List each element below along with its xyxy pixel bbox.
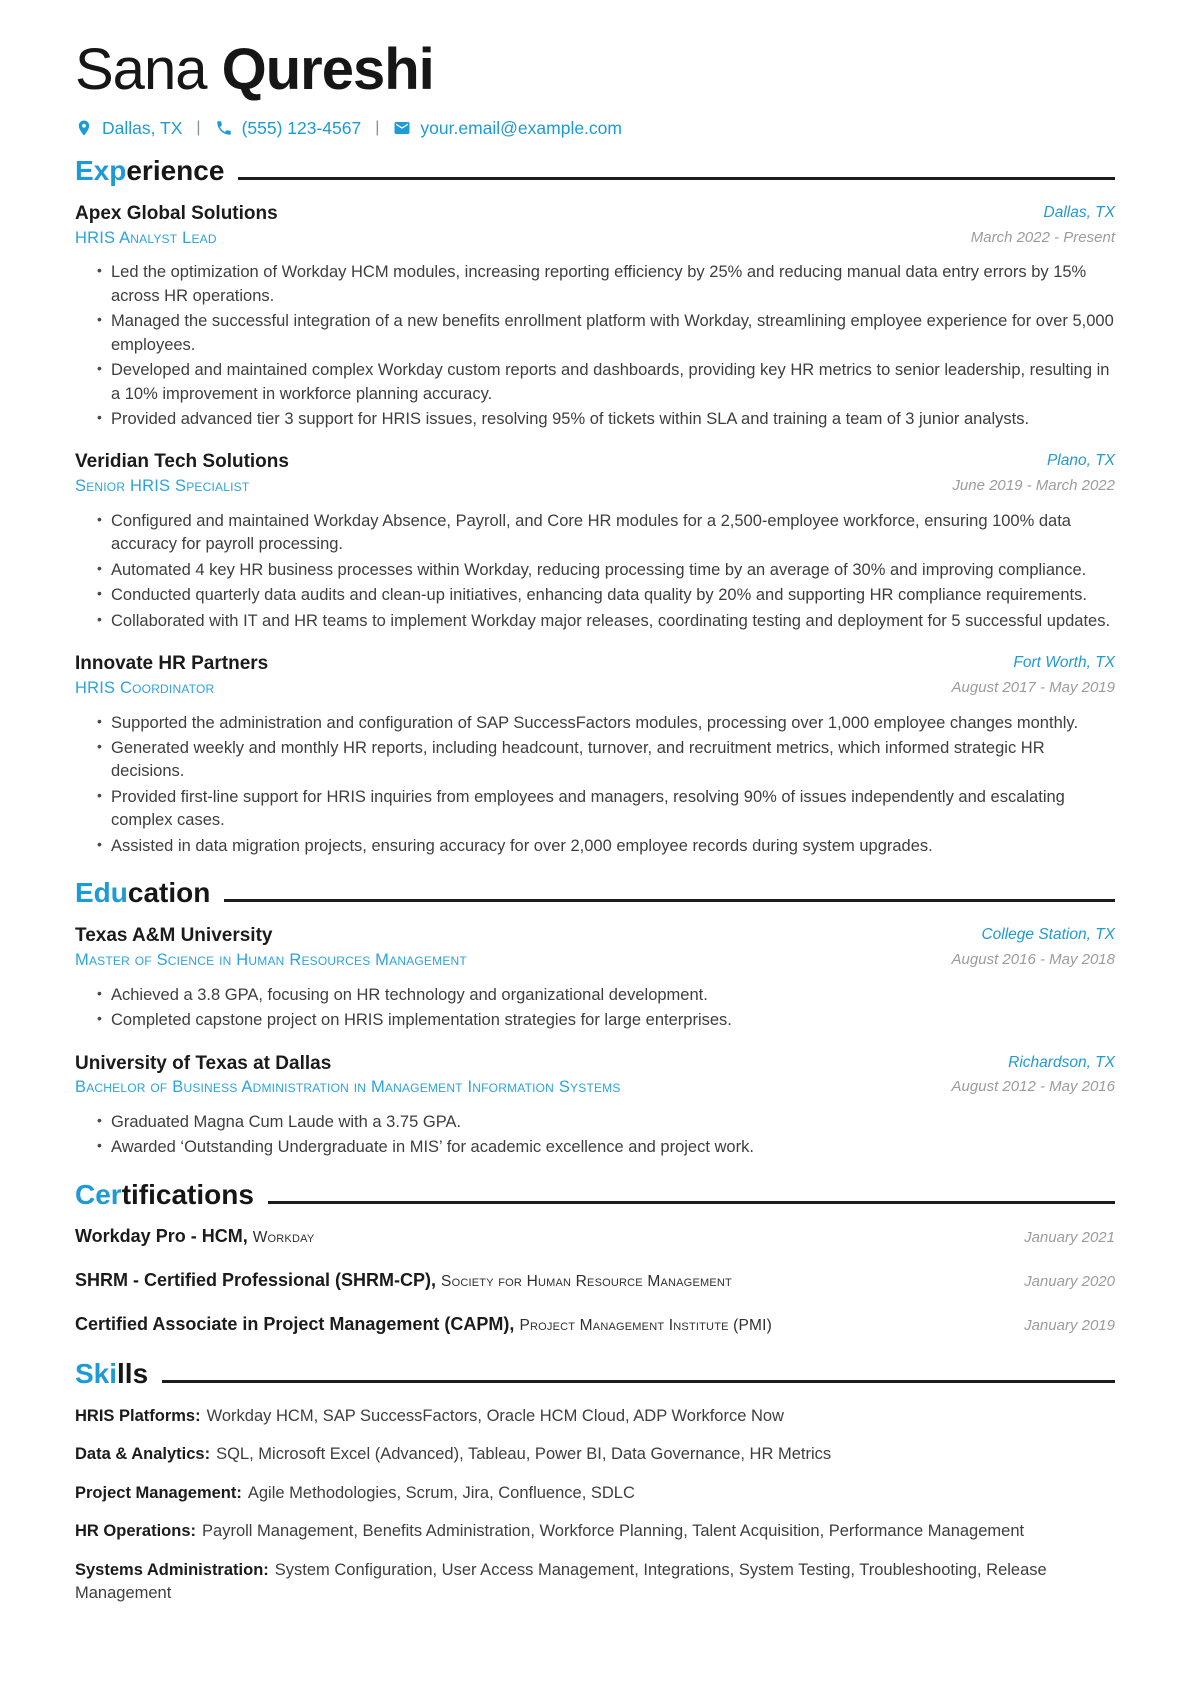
section-title-accent: Cer [75, 1178, 122, 1210]
bullet-list [75, 261, 1115, 431]
section-title-accent: Exp [75, 154, 127, 186]
degree: Bachelor of Business Administration in Management Information Systems [75, 1078, 621, 1097]
job-header [75, 450, 1115, 497]
job-location: Fort Worth, TX [1013, 654, 1115, 672]
envelope-icon [393, 119, 411, 137]
certification-name: Certified Associate in Project Management (CAPM) [75, 1313, 510, 1334]
section-rule [268, 1201, 1115, 1204]
certification-left [75, 1270, 732, 1291]
bullet-item: • Completed capstone project on HRIS implementation strategies for large enterprises. [97, 1009, 1115, 1032]
contact-location-text: Dallas, TX [102, 117, 183, 138]
certification-issuer: Society for Human Resource Management [441, 1272, 732, 1290]
bullet-list [75, 984, 1115, 1033]
skill-row [75, 1443, 1115, 1466]
section-certifications [75, 1179, 1115, 1335]
bullet-list [75, 1111, 1115, 1160]
certification-row [75, 1270, 1115, 1291]
certification-issuer: Workday [252, 1228, 315, 1246]
section-rule [238, 177, 1115, 180]
skill-category-label: Data & Analytics: [75, 1445, 211, 1464]
job-entry [75, 652, 1115, 858]
school-entry [75, 924, 1115, 1032]
certification-comma: , [431, 1269, 442, 1290]
job-header [75, 652, 1115, 699]
skill-row [75, 1405, 1115, 1428]
bullet-list [75, 712, 1115, 859]
bullet-list [75, 510, 1115, 633]
certification-comma: , [509, 1313, 520, 1334]
job-dates: August 2017 - May 2019 [951, 678, 1115, 696]
certification-name: Workday Pro - HCM [75, 1225, 243, 1246]
skill-row [75, 1559, 1115, 1606]
location-pin-icon [75, 119, 93, 137]
section-experience [75, 155, 1115, 858]
school-entry [75, 1052, 1115, 1160]
contact-email-text: your.email@example.com [420, 117, 622, 138]
contact-location [75, 118, 182, 139]
school-dates: August 2012 - May 2016 [951, 1078, 1115, 1096]
section-title-rest: tifications [121, 1178, 254, 1210]
skill-row [75, 1482, 1115, 1505]
skill-category-label: HRIS Platforms: [75, 1406, 201, 1425]
section-education [75, 877, 1115, 1160]
section-rule [162, 1380, 1115, 1383]
job-dates: March 2022 - Present [970, 228, 1115, 246]
job-entry [75, 450, 1115, 633]
section-title-rest: cation [127, 877, 211, 909]
certification-date: January 2019 [1024, 1316, 1115, 1334]
school-name: University of Texas at Dallas [75, 1052, 332, 1074]
section-title-accent: Edu [75, 877, 128, 909]
contact-phone [215, 118, 362, 139]
section-rule [224, 899, 1115, 902]
certification-issuer: Project Management Institute (PMI) [519, 1316, 773, 1334]
bullet-item: • Automated 4 key HR business processes within Workday, reducing processing time by an average of 30% and improving compliance. [97, 559, 1115, 582]
skill-row [75, 1520, 1115, 1543]
job-location: Dallas, TX [1043, 203, 1115, 221]
school-location: College Station, TX [981, 926, 1115, 944]
education-section-title [75, 877, 1115, 909]
bullet-item: • Provided first-line support for HRIS inquiries from employees and managers, resolving 90% of issues independently and escalating complex cases. [97, 786, 1115, 833]
certification-name: SHRM - Certified Professional (SHRM-CP) [75, 1269, 432, 1290]
job-location: Plano, TX [1046, 452, 1115, 470]
skill-category-label: Systems Administration: [75, 1560, 269, 1579]
school-dates: August 2016 - May 2018 [951, 950, 1115, 968]
bullet-item: • Awarded ‘Outstanding Undergraduate in MIS’ for academic excellence and project work. [97, 1136, 1115, 1159]
section-title-accent: Ski [75, 1357, 118, 1389]
certification-left [75, 1314, 772, 1335]
certification-comma: , [242, 1225, 253, 1246]
job-dates: June 2019 - March 2022 [952, 477, 1115, 495]
section-skills [75, 1358, 1115, 1606]
certification-date: January 2020 [1024, 1272, 1115, 1290]
skill-list-text: Payroll Management, Benefits Administration, Workforce Planning, Talent Acquisition, Performance Management [202, 1522, 1025, 1541]
section-title-rest: erience [126, 154, 225, 186]
school-header [75, 1052, 1115, 1099]
skill-category-label: HR Operations: [75, 1522, 197, 1541]
certifications-section-title [75, 1179, 1115, 1211]
skill-list-text: Workday HCM, SAP SuccessFactors, Oracle HCM Cloud, ADP Workforce Now [206, 1406, 784, 1425]
certification-row [75, 1226, 1115, 1247]
contact-row [75, 118, 1115, 139]
school-location: Richardson, TX [1008, 1053, 1115, 1071]
job-role: HRIS Coordinator [75, 678, 215, 697]
certification-left [75, 1226, 314, 1247]
bullet-item: • Supported the administration and configuration of SAP SuccessFactors modules, processing over 1,000 employee changes monthly. [97, 712, 1115, 735]
bullet-item: • Generated weekly and monthly HR reports, including headcount, turnover, and recruitment metrics, which informed strategic HR decisions. [97, 737, 1115, 784]
bullet-item: • Assisted in data migration projects, ensuring accuracy for over 2,000 employee records during system upgrades. [97, 835, 1115, 858]
job-entry [75, 202, 1115, 432]
bullet-item: • Developed and maintained complex Workday custom reports and dashboards, providing key HR metrics to senior leadership, resulting in a 10% improvement in workforce planning accuracy. [97, 359, 1115, 406]
bullet-item: • Provided advanced tier 3 support for HRIS issues, resolving 95% of tickets within SLA and training a team of 3 junior analysts. [97, 408, 1115, 431]
degree: Master of Science in Human Resources Management [75, 950, 467, 969]
certification-date: January 2021 [1024, 1228, 1115, 1246]
skill-list-text: System Configuration, User Access Management, Integrations, System Testing, Troubleshooting, Release Management [75, 1560, 1047, 1603]
bullet-item: • Collaborated with IT and HR teams to implement Workday major releases, coordinating testing and deployment for 5 successful updates. [97, 610, 1115, 633]
job-role: Senior HRIS Specialist [75, 477, 250, 496]
company-name: Innovate HR Partners [75, 653, 269, 675]
bullet-item: • Led the optimization of Workday HCM modules, increasing reporting efficiency by 25% and reducing manual data entry errors by 15% across HR operations. [97, 261, 1115, 308]
first-name: Sana [75, 37, 207, 102]
skill-list-text: SQL, Microsoft Excel (Advanced), Tableau, Power BI, Data Governance, HR Metrics [216, 1445, 832, 1464]
contact-email [393, 118, 622, 139]
contact-phone-text: (555) 123-4567 [241, 117, 362, 138]
bullet-item: • Graduated Magna Cum Laude with a 3.75 GPA. [97, 1111, 1115, 1134]
contact-separator: | [196, 119, 201, 137]
section-title-rest: lls [117, 1357, 149, 1389]
certification-row [75, 1314, 1115, 1335]
last-name: Qureshi [221, 37, 434, 102]
school-name: Texas A&M University [75, 925, 273, 947]
skills-section-title [75, 1358, 1115, 1390]
resume-name [75, 37, 1115, 102]
bullet-item: • Achieved a 3.8 GPA, focusing on HR technology and organizational development. [97, 984, 1115, 1007]
phone-icon [215, 119, 233, 137]
skill-category-label: Project Management: [75, 1483, 242, 1502]
bullet-item: • Managed the successful integration of a new benefits enrollment platform with Workday, streamlining employee experience for over 5,000 employees. [97, 310, 1115, 357]
school-header [75, 924, 1115, 971]
experience-section-title [75, 155, 1115, 187]
skill-list-text: Agile Methodologies, Scrum, Jira, Confluence, SDLC [247, 1483, 635, 1502]
contact-separator: | [375, 119, 380, 137]
bullet-item: • Conducted quarterly data audits and clean-up initiatives, enhancing data quality by 20% and supporting HR compliance requirements. [97, 584, 1115, 607]
job-role: HRIS Analyst Lead [75, 228, 217, 247]
bullet-item: • Configured and maintained Workday Absence, Payroll, and Core HR modules for a 2,500-employee workforce, ensuring 100% data accuracy for payroll processing. [97, 510, 1115, 557]
company-name: Veridian Tech Solutions [75, 451, 289, 473]
company-name: Apex Global Solutions [75, 202, 278, 224]
job-header [75, 202, 1115, 249]
